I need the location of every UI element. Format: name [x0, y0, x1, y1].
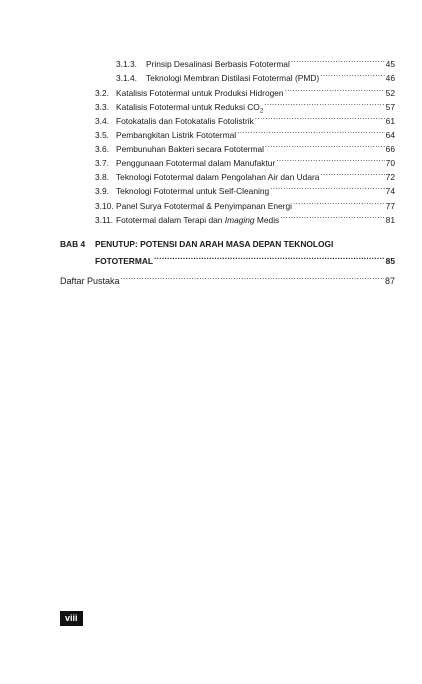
- chapter-title-line-2: FOTOTERMAL: [95, 256, 153, 266]
- toc-entry-page: 64: [385, 130, 395, 140]
- toc-entry-page: 45: [385, 59, 395, 69]
- dot-leader: [291, 55, 385, 67]
- toc-entry-page: 81: [385, 215, 395, 225]
- chapter-label: BAB 4: [60, 239, 86, 249]
- dot-leader: [264, 98, 385, 110]
- dot-leader: [265, 140, 385, 152]
- bibliography-title: Daftar Pustaka: [60, 276, 120, 286]
- dot-leader: [320, 168, 384, 180]
- toc-entry-title: Prinsip Desalinasi Berbasis Fototermal: [146, 59, 290, 69]
- chapter-title-line-1: PENUTUP: POTENSI DAN ARAH MASA DEPAN TEKNOLOGI: [95, 239, 334, 249]
- toc-entry: [95, 112, 395, 127]
- toc-entry-title: [116, 214, 279, 226]
- toc-entry-title: Katalisis Fototermal untuk Produksi Hidrogen: [116, 88, 284, 98]
- toc-entry-page: 66: [385, 144, 395, 154]
- toc-entry: [95, 126, 395, 141]
- dot-leader: [293, 197, 385, 209]
- dot-leader: [121, 272, 384, 284]
- toc-entry-number: 3.8.: [95, 172, 109, 182]
- toc-bibliography: [60, 272, 395, 287]
- dot-leader: [255, 112, 385, 124]
- subscript: 2: [259, 108, 264, 115]
- toc-entry-title: Panel Surya Fototermal & Penyimpanan Energi: [116, 201, 292, 211]
- bibliography-page: 87: [384, 276, 395, 286]
- toc-entry-page: 57: [385, 102, 395, 112]
- dot-leader: [276, 154, 384, 166]
- toc-entry: [116, 55, 395, 70]
- toc-entry-page: 74: [385, 186, 395, 196]
- toc-entry-title: Fotokatalis dan Fotokatalis Fotolistrik: [116, 116, 254, 126]
- toc-entry-page: 61: [385, 116, 395, 126]
- toc-entry-number: 3.3.: [95, 102, 109, 112]
- toc-entry-number: 3.5.: [95, 130, 109, 140]
- dot-leader: [270, 182, 385, 194]
- toc-entry: [95, 154, 395, 169]
- toc-entry-number: 3.4.: [95, 116, 109, 126]
- toc-entry: [95, 197, 395, 212]
- toc-entry-number: 3.6.: [95, 144, 109, 154]
- toc-entry-title-text: Katalisis Fototermal untuk Reduksi CO: [116, 102, 260, 112]
- chapter-page: 85: [385, 256, 395, 266]
- dot-leader: [320, 69, 385, 81]
- toc-entry-page: 46: [385, 73, 395, 83]
- toc-entry-page: 70: [385, 158, 395, 168]
- toc-entry-number: 3.9.: [95, 186, 109, 196]
- toc-entry-title: Penggunaan Fototermal dalam Manufaktur: [116, 158, 276, 168]
- toc-entry-number: 3.1.4.: [116, 73, 137, 83]
- toc-entry-number: 3.11.: [95, 215, 114, 225]
- dot-leader: [237, 126, 385, 138]
- toc-entry-page: 77: [385, 201, 395, 211]
- dot-leader: [280, 211, 384, 223]
- toc-entry-number: 3.10.: [95, 201, 114, 211]
- toc-entry-title: Pembangkitan Listrik Fototermal: [116, 130, 237, 140]
- toc-entry: [116, 69, 395, 84]
- toc-entry: [95, 84, 395, 99]
- toc-entry-title: Teknologi Fototermal untuk Self-Cleaning: [116, 186, 270, 196]
- toc-entry: [95, 182, 395, 197]
- toc-entry: [95, 168, 395, 183]
- toc-entry-title-text-after: Medis: [254, 215, 280, 225]
- page-number-badge: viii: [60, 611, 83, 626]
- toc-entry-number: 3.2.: [95, 88, 109, 98]
- dot-leader: [285, 84, 385, 96]
- toc-entry-number: 3.7.: [95, 158, 109, 168]
- toc-entry-title: Teknologi Fototermal dalam Pengolahan Air dan Udara: [116, 172, 320, 182]
- toc-entry-title: Teknologi Membran Distilasi Fototermal (PMD): [146, 73, 320, 83]
- toc-entry-page: 52: [385, 88, 395, 98]
- toc-entry-title: Pembunuhan Bakteri secara Fototermal: [116, 144, 265, 154]
- toc-entry: [95, 211, 395, 226]
- dot-leader: [154, 250, 385, 264]
- toc-entry: [95, 140, 395, 155]
- toc-entry-title-italic: Imaging: [224, 215, 255, 225]
- toc-entry-title-text: Fototermal dalam Terapi dan: [116, 215, 225, 225]
- toc-entry-number: 3.1.3.: [116, 59, 137, 69]
- chapter-title-line-2-row: [95, 250, 395, 268]
- toc-entry-page: 72: [385, 172, 395, 182]
